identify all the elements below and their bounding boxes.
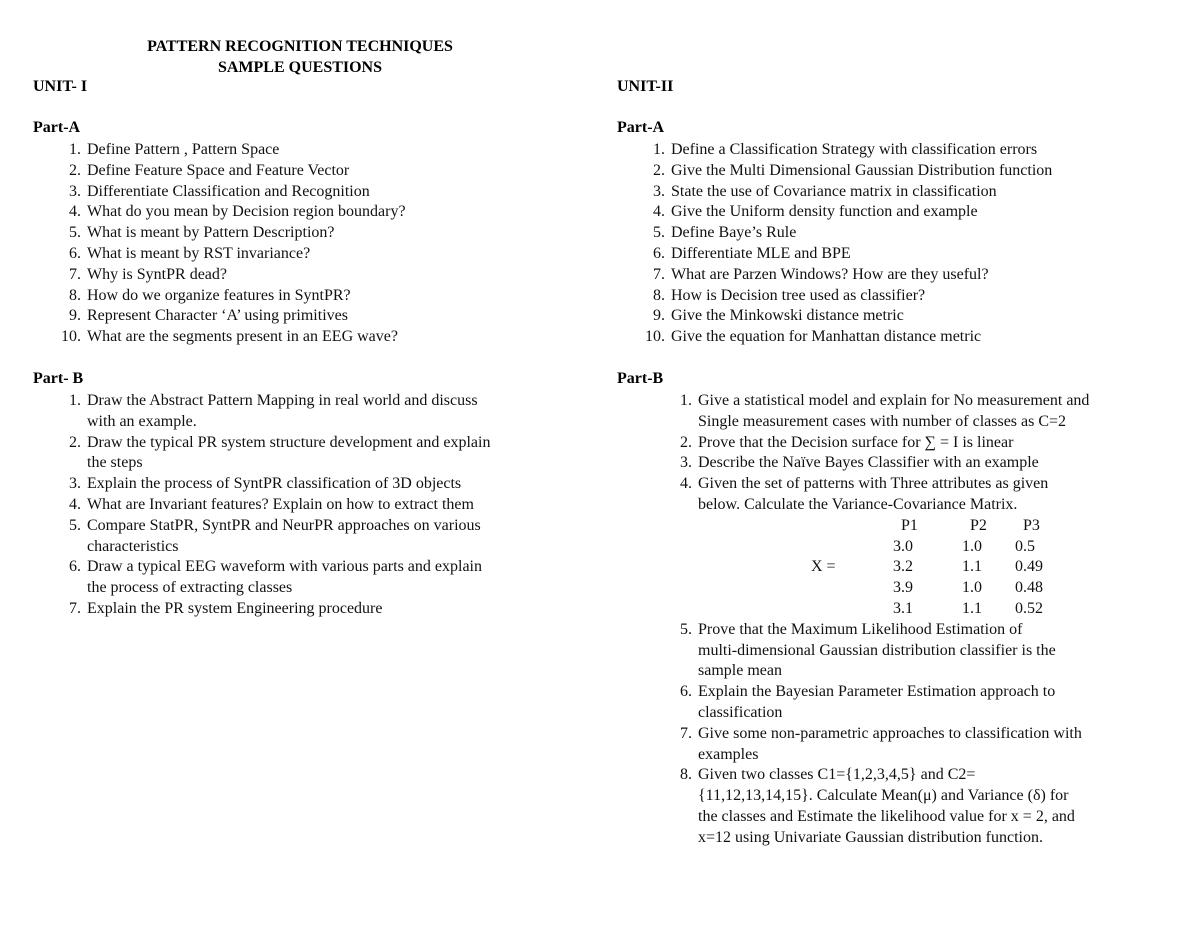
- question-number: 7.: [680, 724, 692, 742]
- question-text: Draw the typical PR system structure development and explain: [87, 433, 491, 451]
- question-text: the process of extracting classes: [87, 579, 293, 597]
- question-item: [57, 306, 577, 327]
- matrix-cell: 0.49: [1015, 558, 1043, 576]
- question-number: 8.: [69, 286, 81, 304]
- question-text: with an example.: [87, 412, 197, 430]
- unit1-partb-heading: Part- B: [33, 370, 84, 387]
- question-text: Explain the PR system Engineering procedure: [87, 599, 383, 617]
- question-item: [641, 182, 1161, 203]
- question-item: [668, 391, 1146, 433]
- question-number: 1.: [680, 392, 692, 409]
- unit1-parta-heading: Part-A: [33, 119, 81, 136]
- question-item: [57, 202, 577, 223]
- question-number: 8.: [680, 766, 692, 784]
- question-text: Give a statistical model and explain for No measurement and: [698, 392, 1090, 409]
- question-number: 4.: [680, 475, 692, 493]
- question-text: Draw a typical EEG waveform with various parts and explain: [87, 558, 482, 576]
- question-number: 9.: [69, 307, 81, 325]
- title-line-1: PATTERN RECOGNITION TECHNIQUES: [147, 38, 453, 55]
- question-text: Prove that the Maximum Likelihood Estimation of: [698, 620, 1023, 638]
- matrix-cell: 3.0: [893, 537, 913, 555]
- question-item: [57, 495, 547, 516]
- question-text: Give the equation for Manhattan distance metric: [671, 328, 982, 346]
- question-item: [668, 433, 1146, 454]
- question-item: [57, 327, 577, 348]
- question-number: 5.: [653, 224, 665, 242]
- question-number: 4.: [653, 203, 665, 221]
- question-text: Draw the Abstract Pattern Mapping in real world and discuss: [87, 392, 478, 409]
- question-item: [641, 202, 1161, 223]
- question-text: What is meant by Pattern Description?: [87, 224, 335, 242]
- question-text: Define Pattern , Pattern Space: [87, 141, 280, 158]
- question-number: 7.: [69, 599, 81, 617]
- matrix-cell: 3.1: [893, 599, 913, 617]
- question-item: [57, 161, 577, 182]
- question-item: [668, 724, 1146, 766]
- question-number: 5.: [69, 516, 81, 534]
- matrix-cell: 3.9: [893, 579, 913, 597]
- unit2-partb-list: [668, 391, 1146, 849]
- pattern-matrix: [668, 516, 1146, 620]
- question-text: Given two classes C1={1,2,3,4,5} and C2=: [698, 766, 976, 784]
- question-number: 6.: [69, 244, 81, 262]
- question-number: 6.: [653, 244, 665, 262]
- question-item: [641, 327, 1161, 348]
- question-text: What is meant by RST invariance?: [87, 244, 311, 262]
- question-text: characteristics: [87, 537, 179, 555]
- question-text: {11,12,13,14,15}. Calculate Mean(μ) and Variance (δ) for: [698, 787, 1069, 805]
- question-text: What are the segments present in an EEG wave?: [87, 328, 398, 346]
- question-text: the steps: [87, 454, 143, 472]
- title-line-2: SAMPLE QUESTIONS: [217, 59, 383, 76]
- question-item: [668, 682, 1146, 724]
- question-text: Explain the Bayesian Parameter Estimation approach to: [698, 683, 1056, 701]
- question-item: [641, 244, 1161, 265]
- question-item: [641, 306, 1161, 327]
- question-number: 5.: [69, 224, 81, 242]
- question-number: 6.: [680, 683, 692, 701]
- matrix-column-header: P3: [1023, 516, 1040, 534]
- question-text: Prove that the Decision surface for ∑ = I is linear: [698, 433, 1014, 451]
- unit1-partb-list: [57, 391, 547, 620]
- question-text: multi-dimensional Gaussian distribution classifier is the: [698, 641, 1056, 659]
- matrix-cell: 0.52: [1015, 599, 1043, 617]
- question-number: 7.: [653, 265, 665, 283]
- matrix-cell: 1.1: [962, 558, 982, 576]
- question-number: 10.: [645, 328, 665, 346]
- question-text: Explain the process of SyntPR classification of 3D objects: [87, 475, 462, 493]
- question-text: Give the Minkowski distance metric: [671, 307, 904, 325]
- matrix-cell: 1.1: [962, 599, 982, 617]
- question-text: Single measurement cases with number of classes as C=2: [698, 412, 1067, 430]
- question-item: [668, 474, 1146, 516]
- question-number: 6.: [69, 558, 81, 576]
- question-number: 8.: [653, 286, 665, 304]
- question-text: Give the Multi Dimensional Gaussian Distribution function: [671, 161, 1053, 179]
- question-text: below. Calculate the Variance-Covariance Matrix.: [698, 495, 1018, 513]
- question-number: 5.: [680, 620, 692, 638]
- question-number: 1.: [69, 141, 81, 158]
- question-number: 7.: [69, 265, 81, 283]
- question-item: [57, 599, 547, 620]
- question-item: [57, 244, 577, 265]
- question-item: [641, 265, 1161, 286]
- question-item: [57, 391, 547, 433]
- question-number: 2.: [69, 161, 81, 179]
- question-number: 4.: [69, 203, 81, 221]
- question-item: [57, 516, 547, 558]
- matrix-cell: 0.48: [1015, 579, 1043, 597]
- question-item: [57, 265, 577, 286]
- matrix-cell: 1.0: [962, 579, 982, 597]
- question-text: Why is SyntPR dead?: [87, 265, 227, 283]
- question-item: [668, 453, 1146, 474]
- question-text: State the use of Covariance matrix in classification: [671, 182, 997, 200]
- question-item: [641, 286, 1161, 307]
- question-text: What are Parzen Windows? How are they useful?: [671, 265, 989, 283]
- question-number: 10.: [61, 328, 81, 346]
- question-text: Give some non-parametric approaches to classification with: [698, 724, 1082, 742]
- question-text: Differentiate Classification and Recognition: [87, 182, 370, 200]
- matrix-cell: 0.5: [1015, 537, 1035, 555]
- question-item: [57, 433, 547, 475]
- matrix-column-header: P2: [970, 516, 987, 534]
- question-text: Describe the Naïve Bayes Classifier with an example: [698, 454, 1039, 472]
- question-item: [668, 765, 1146, 848]
- question-item: [641, 223, 1161, 244]
- question-text: Give the Uniform density function and example: [671, 203, 978, 221]
- question-text: Define Baye’s Rule: [671, 224, 797, 242]
- question-item: [57, 286, 577, 307]
- document-title: [0, 36, 600, 78]
- question-number: 3.: [653, 182, 665, 200]
- question-text: x=12 using Univariate Gaussian distribution function.: [698, 828, 1043, 846]
- question-item: [57, 140, 577, 161]
- question-number: 2.: [653, 161, 665, 179]
- question-number: 1.: [69, 392, 81, 409]
- question-item: [57, 223, 577, 244]
- question-text: sample mean: [698, 662, 782, 680]
- question-item: [641, 140, 1161, 161]
- question-number: 3.: [69, 182, 81, 200]
- question-text: How do we organize features in SyntPR?: [87, 286, 351, 304]
- question-item: [641, 161, 1161, 182]
- question-text: Differentiate MLE and BPE: [671, 244, 851, 262]
- question-text: How is Decision tree used as classifier?: [671, 286, 926, 304]
- unit2-parta-list: [641, 140, 1161, 348]
- question-text: Represent Character ‘A’ using primitives: [87, 307, 348, 325]
- question-text: Define a Classification Strategy with classification errors: [671, 141, 1038, 158]
- question-item: [668, 620, 1146, 682]
- question-text: Define Feature Space and Feature Vector: [87, 161, 350, 179]
- unit1-parta-list: [57, 140, 577, 348]
- question-item: [57, 182, 577, 203]
- question-number: 3.: [680, 454, 692, 472]
- unit2-heading: UNIT-II: [617, 78, 674, 95]
- unit2-parta-heading: Part-A: [617, 119, 665, 136]
- question-number: 2.: [69, 433, 81, 451]
- question-number: 1.: [653, 141, 665, 158]
- question-item: [57, 474, 547, 495]
- question-number: 3.: [69, 475, 81, 493]
- matrix-column-header: P1: [901, 516, 918, 534]
- question-text: the classes and Estimate the likelihood value for x = 2, and: [698, 807, 1075, 825]
- question-text: Compare StatPR, SyntPR and NeurPR approaches on various: [87, 516, 481, 534]
- unit2-partb-heading: Part-B: [617, 370, 664, 387]
- question-text: Given the set of patterns with Three attributes as given: [698, 475, 1049, 493]
- question-number: 9.: [653, 307, 665, 325]
- matrix-cell: 1.0: [962, 537, 982, 555]
- question-text: classification: [698, 703, 783, 721]
- question-number: 4.: [69, 495, 81, 513]
- question-text: What do you mean by Decision region boundary?: [87, 203, 406, 221]
- question-text: What are Invariant features? Explain on how to extract them: [87, 495, 474, 513]
- question-text: examples: [698, 745, 759, 763]
- matrix-cell: 3.2: [893, 558, 913, 576]
- question-number: 2.: [680, 433, 692, 451]
- question-item: [57, 557, 547, 599]
- matrix-label: X =: [811, 558, 836, 576]
- unit1-heading: UNIT- I: [33, 78, 88, 95]
